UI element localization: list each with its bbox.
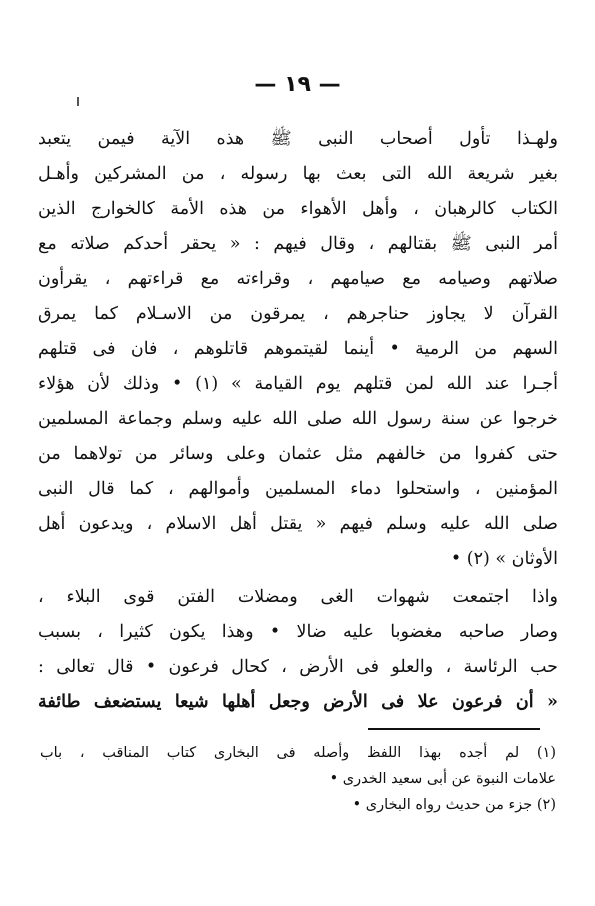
body-line: الأوثان » (٢) • [450, 549, 558, 569]
quran-quote-line: « أن فرعون علا فى الأرض وجعل أهلها شيعا يستضعف طائفة [38, 692, 558, 712]
body-line: خرجوا عن سنة رسول الله صلى الله عليه وسلم وجماعة المسلمين [38, 409, 558, 429]
body-line: بغير شريعة الله التى بعث بها رسوله ، من المشركين وأهـل [38, 164, 558, 184]
body-line: أجـرا عند الله لمن قتلهم يوم القيامة » (١) • وذلك لأن هؤلاء [38, 374, 558, 394]
body-line: صلاتهم وصيامه مع صيامهم ، وقراءته مع قراءتهم ، يقرأون [38, 269, 558, 289]
body-line: الكتاب كالرهبان ، وأهل الأهواء من هذه الأمة كالخوارج الذين [38, 199, 558, 219]
page-number: — ١٩ — [254, 72, 341, 97]
body-line: وصار صاحبه مغضوبا عليه ضالا • وهذا يكون كثيرا ، بسبب [38, 622, 558, 642]
footnotes [40, 740, 556, 818]
body-line: السهم من الرمية • أينما لقيتموهم قاتلوهم ، فان فى قتلهم [38, 339, 558, 359]
paragraph-2 [38, 580, 558, 720]
body-line: القرآن لا يجاوز حناجرهم ، يمرقون من الاسـلام كما يمرق [38, 304, 558, 324]
footnote-separator [368, 728, 540, 730]
footnote-line: (١) لم أجده بهذا اللفظ وأصله فى البخارى كتاب المناقب ، باب [40, 745, 556, 761]
body-line: ولهـذا تأول أصحاب النبى ﷺ هذه الآية فيمن يتعبد [38, 129, 558, 149]
body-line: المؤمنين ، واستحلوا دماء المسلمين وأموالهم ، كما قال النبى [38, 479, 558, 499]
body-line: أمر النبى ﷺ بقتالهم ، وقال فيهم : « يحقر أحدكم صلاته مع [38, 234, 558, 254]
paragraph-1 [38, 122, 558, 577]
body-line: واذا اجتمعت شهوات الغى ومضلات الفتن قوى البلاء ، [38, 587, 558, 607]
footnote-line: علامات النبوة عن أبى سعيد الخدرى • [329, 771, 556, 787]
body-line: صلى الله عليه وسلم فيهم « يقتل أهل الاسلام ، ويدعون أهل [38, 514, 558, 534]
body-line: حتى كفروا من خالفهم مثل عثمان وعلى وسائر من تولاهما من [38, 444, 558, 464]
footnote-line: (٢) جزء من حديث رواه البخارى • [352, 797, 556, 813]
scan-speck [77, 97, 79, 106]
body-line: حب الرئاسة ، والعلو فى الأرض ، كحال فرعون • قال تعالى : [38, 657, 558, 677]
